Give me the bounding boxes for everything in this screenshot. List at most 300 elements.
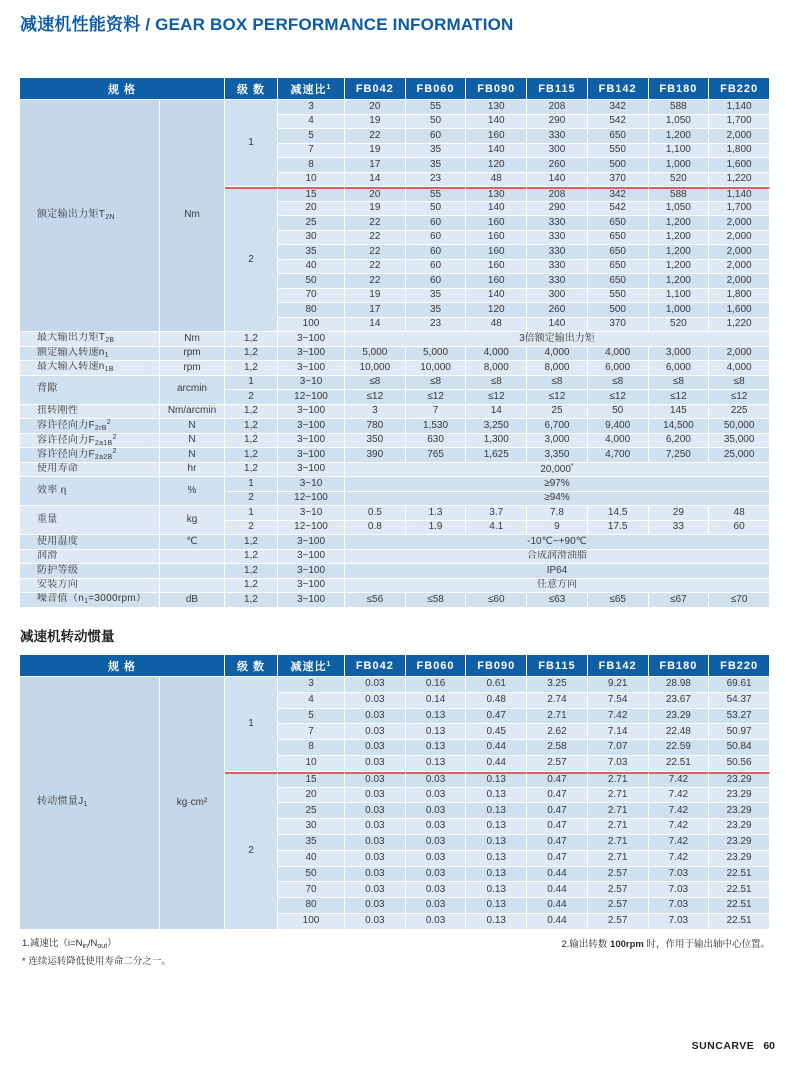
value-cell: 0.03 bbox=[406, 819, 467, 835]
value-cell: 8,000 bbox=[527, 361, 588, 376]
table-row bbox=[20, 677, 770, 693]
value-cell: 1,300 bbox=[466, 434, 527, 449]
value-cell: 0.03 bbox=[345, 803, 406, 819]
value-cell: 7.42 bbox=[649, 835, 710, 851]
value-cell: 22 bbox=[345, 216, 406, 231]
value-cell: 650 bbox=[588, 129, 649, 144]
ratio-cell: 3~100 bbox=[278, 564, 345, 579]
header-model-fb060: FB060 bbox=[406, 78, 467, 100]
value-cell: 0.13 bbox=[466, 898, 527, 914]
value-cell: 0.13 bbox=[466, 882, 527, 898]
value-cell: 2.57 bbox=[588, 914, 649, 930]
row-unit: Nm bbox=[160, 332, 225, 347]
value-cell: 5,000 bbox=[345, 347, 406, 362]
value-cell: 7.14 bbox=[588, 724, 649, 740]
value-cell: 22 bbox=[345, 231, 406, 246]
ratio-cell: 50 bbox=[278, 867, 345, 883]
value-cell: 0.03 bbox=[345, 882, 406, 898]
value-cell: 330 bbox=[527, 129, 588, 144]
header-model-fb115: FB115 bbox=[527, 78, 588, 100]
value-cell: 160 bbox=[466, 231, 527, 246]
table-row bbox=[20, 347, 770, 362]
value-cell: 2,000 bbox=[709, 129, 770, 144]
value-cell: 0.61 bbox=[466, 677, 527, 693]
value-cell: 1.9 bbox=[406, 521, 467, 536]
row-label: 重量 bbox=[20, 506, 160, 535]
ratio-cell: 35 bbox=[278, 835, 345, 851]
header-model-fb090: FB090 bbox=[466, 655, 527, 677]
value-cell: 0.03 bbox=[345, 914, 406, 930]
ratio-cell: 8 bbox=[278, 158, 345, 173]
value-cell: 0.45 bbox=[466, 724, 527, 740]
value-cell: 290 bbox=[527, 202, 588, 217]
stage-cell: 1,2 bbox=[225, 550, 278, 565]
value-cell: 23.29 bbox=[709, 788, 770, 804]
ratio-cell: 3~100 bbox=[278, 405, 345, 420]
value-cell: 0.03 bbox=[406, 772, 467, 788]
value-cell: 0.03 bbox=[345, 724, 406, 740]
stage-cell: 1,2 bbox=[225, 332, 278, 347]
value-cell: 1,200 bbox=[649, 274, 710, 289]
value-cell: 6,000 bbox=[649, 361, 710, 376]
value-cell: 2.57 bbox=[588, 867, 649, 883]
value-cell: 1,200 bbox=[649, 245, 710, 260]
value-cell: 0.13 bbox=[406, 756, 467, 772]
value-cell: 6,000 bbox=[588, 361, 649, 376]
row-label: 额定输入转速$n_1$ bbox=[20, 347, 160, 362]
table-row bbox=[20, 100, 770, 115]
value-cell: 0.03 bbox=[406, 835, 467, 851]
row-label: 容许径向力$F_{2a2B}^2$ bbox=[20, 448, 160, 463]
value-cell: 2.71 bbox=[527, 709, 588, 725]
table-row bbox=[20, 332, 770, 347]
value-cell: 120 bbox=[466, 158, 527, 173]
value-cell: 290 bbox=[527, 115, 588, 130]
value-cell: 60 bbox=[406, 216, 467, 231]
page-title: 减速机性能资料 / GEAR BOX PERFORMANCE INFORMATION bbox=[20, 15, 514, 34]
value-cell: 50.56 bbox=[709, 756, 770, 772]
value-cell: 0.44 bbox=[527, 867, 588, 883]
value-cell: 1,000 bbox=[649, 158, 710, 173]
value-cell: 260 bbox=[527, 158, 588, 173]
stage-cell: 1,2 bbox=[225, 564, 278, 579]
value-cell: 0.03 bbox=[345, 756, 406, 772]
header-model-fb220: FB220 bbox=[709, 78, 770, 100]
ratio-cell: 5 bbox=[278, 709, 345, 725]
value-cell: 650 bbox=[588, 260, 649, 275]
table-row bbox=[20, 593, 770, 608]
value-cell: 7.42 bbox=[649, 819, 710, 835]
value-cell: 0.47 bbox=[527, 803, 588, 819]
value-cell: 2,000 bbox=[709, 274, 770, 289]
stage-cell: 1,2 bbox=[225, 448, 278, 463]
ratio-cell: 3~100 bbox=[278, 332, 345, 347]
stage-cell: 1,2 bbox=[225, 405, 278, 420]
value-cell: 22.51 bbox=[709, 898, 770, 914]
value-cell: 0.03 bbox=[406, 882, 467, 898]
value-cell: 3,350 bbox=[527, 448, 588, 463]
value-cell: 23.29 bbox=[709, 772, 770, 788]
value-cell: 0.03 bbox=[345, 709, 406, 725]
span-value-cell: -10℃~+90℃ bbox=[345, 535, 770, 550]
value-cell: 4,000 bbox=[588, 347, 649, 362]
value-cell: ≤56 bbox=[345, 593, 406, 608]
value-cell: 2.71 bbox=[588, 772, 649, 788]
value-cell: 22.51 bbox=[709, 914, 770, 930]
value-cell: 1,700 bbox=[709, 202, 770, 217]
value-cell: ≤12 bbox=[649, 390, 710, 405]
value-cell: 50 bbox=[406, 115, 467, 130]
value-cell: 2,000 bbox=[709, 347, 770, 362]
value-cell: 4.1 bbox=[466, 521, 527, 536]
stage-cell: 1,2 bbox=[225, 347, 278, 362]
value-cell: 0.03 bbox=[345, 788, 406, 804]
value-cell: 48 bbox=[466, 318, 527, 333]
value-cell: 0.13 bbox=[406, 709, 467, 725]
value-cell: 140 bbox=[466, 144, 527, 159]
table-row bbox=[20, 477, 770, 492]
row-label: 使用温度 bbox=[20, 535, 160, 550]
value-cell: 1,200 bbox=[649, 231, 710, 246]
value-cell: 0.44 bbox=[466, 740, 527, 756]
value-cell: 1,625 bbox=[466, 448, 527, 463]
ratio-cell: 35 bbox=[278, 245, 345, 260]
value-cell: 53.27 bbox=[709, 709, 770, 725]
value-cell: 0.03 bbox=[406, 914, 467, 930]
row-label: 噪音值$(n_1=3000rpm)$ bbox=[20, 593, 160, 608]
header-model-fb142: FB142 bbox=[588, 78, 649, 100]
ratio-cell: 40 bbox=[278, 851, 345, 867]
stage-cell: 1,2 bbox=[225, 419, 278, 434]
value-cell: 14 bbox=[466, 405, 527, 420]
value-cell: 22.51 bbox=[709, 882, 770, 898]
stage-cell: 1,2 bbox=[225, 434, 278, 449]
value-cell: 0.16 bbox=[406, 677, 467, 693]
stage-cell: 1,2 bbox=[225, 361, 278, 376]
value-cell: 0.48 bbox=[466, 693, 527, 709]
value-cell: 2,000 bbox=[709, 231, 770, 246]
value-cell: 160 bbox=[466, 129, 527, 144]
header-model-fb042: FB042 bbox=[345, 78, 406, 100]
value-cell: 7.42 bbox=[649, 772, 710, 788]
value-cell: 2.71 bbox=[588, 835, 649, 851]
value-cell: 0.47 bbox=[527, 819, 588, 835]
value-cell: 330 bbox=[527, 231, 588, 246]
value-cell: 160 bbox=[466, 274, 527, 289]
value-cell: 0.13 bbox=[406, 740, 467, 756]
ratio-cell: 80 bbox=[278, 303, 345, 318]
ratio-cell: 70 bbox=[278, 882, 345, 898]
table-row bbox=[20, 376, 770, 391]
header-model-fb090: FB090 bbox=[466, 78, 527, 100]
value-cell: 23.29 bbox=[709, 819, 770, 835]
stage-cell: 1,2 bbox=[225, 463, 278, 478]
value-cell: 0.13 bbox=[466, 851, 527, 867]
stage-cell: 1 bbox=[225, 477, 278, 492]
value-cell: 0.44 bbox=[527, 914, 588, 930]
value-cell: 60 bbox=[406, 260, 467, 275]
value-cell: 29 bbox=[649, 506, 710, 521]
value-cell: 330 bbox=[527, 245, 588, 260]
value-cell: 2.57 bbox=[588, 882, 649, 898]
value-cell: 1,800 bbox=[709, 144, 770, 159]
value-cell: 22 bbox=[345, 274, 406, 289]
ratio-cell: 3~100 bbox=[278, 347, 345, 362]
ratio-cell: 3~100 bbox=[278, 448, 345, 463]
value-cell: 22 bbox=[345, 245, 406, 260]
value-cell: 55 bbox=[406, 187, 467, 202]
value-cell: 0.13 bbox=[466, 772, 527, 788]
value-cell: 0.47 bbox=[527, 788, 588, 804]
value-cell: ≤60 bbox=[466, 593, 527, 608]
value-cell: 60 bbox=[406, 231, 467, 246]
value-cell: 35,000 bbox=[709, 434, 770, 449]
value-cell: 330 bbox=[527, 216, 588, 231]
ratio-cell: 12~100 bbox=[278, 521, 345, 536]
row-unit: kg bbox=[160, 506, 225, 535]
value-cell: 370 bbox=[588, 173, 649, 188]
value-cell: 3,250 bbox=[466, 419, 527, 434]
footnote-output-speed: 2.输出转数 100rpm 时，作用于输出轴中心位置。 bbox=[561, 939, 770, 950]
value-cell: 650 bbox=[588, 216, 649, 231]
table-row bbox=[20, 463, 770, 478]
value-cell: 2.57 bbox=[527, 756, 588, 772]
value-cell: 7.03 bbox=[649, 914, 710, 930]
value-cell: ≤8 bbox=[345, 376, 406, 391]
value-cell: 0.03 bbox=[345, 867, 406, 883]
value-cell: 0.13 bbox=[466, 914, 527, 930]
value-cell: 330 bbox=[527, 274, 588, 289]
value-cell: ≤12 bbox=[466, 390, 527, 405]
value-cell: 160 bbox=[466, 245, 527, 260]
value-cell: 9.21 bbox=[588, 677, 649, 693]
value-cell: 2.71 bbox=[588, 819, 649, 835]
value-cell: 50 bbox=[588, 405, 649, 420]
ratio-cell: 3 bbox=[278, 100, 345, 115]
row-unit: % bbox=[160, 477, 225, 506]
stage-cell: 2 bbox=[225, 521, 278, 536]
stage-cell: 2 bbox=[225, 187, 278, 332]
span-value-cell: IP64 bbox=[345, 564, 770, 579]
row-unit: N bbox=[160, 419, 225, 434]
value-cell: 160 bbox=[466, 216, 527, 231]
ratio-cell: 3 bbox=[278, 677, 345, 693]
value-cell: 0.03 bbox=[406, 867, 467, 883]
value-cell: ≤70 bbox=[709, 593, 770, 608]
value-cell: 0.03 bbox=[345, 898, 406, 914]
ratio-cell: 3~100 bbox=[278, 361, 345, 376]
value-cell: 1,200 bbox=[649, 129, 710, 144]
value-cell: 35 bbox=[406, 289, 467, 304]
value-cell: 0.13 bbox=[466, 867, 527, 883]
row-unit: N bbox=[160, 448, 225, 463]
value-cell: 4,700 bbox=[588, 448, 649, 463]
value-cell: 0.5 bbox=[345, 506, 406, 521]
span-value-cell: 20,000* bbox=[345, 463, 770, 478]
value-cell: 14 bbox=[345, 173, 406, 188]
span-value-cell: ≥94% bbox=[345, 492, 770, 507]
value-cell: 140 bbox=[527, 318, 588, 333]
value-cell: 1,140 bbox=[709, 100, 770, 115]
value-cell: 588 bbox=[649, 187, 710, 202]
value-cell: 3.25 bbox=[527, 677, 588, 693]
stage-cell: 1,2 bbox=[225, 535, 278, 550]
value-cell: 2.62 bbox=[527, 724, 588, 740]
value-cell: 0.44 bbox=[527, 882, 588, 898]
value-cell: 60 bbox=[406, 245, 467, 260]
row-label: 最大输出力矩$T_{2B}$ bbox=[20, 332, 160, 347]
value-cell: 7,250 bbox=[649, 448, 710, 463]
value-cell: 3,000 bbox=[649, 347, 710, 362]
value-cell: 3,000 bbox=[527, 434, 588, 449]
ratio-cell: 70 bbox=[278, 289, 345, 304]
value-cell: 48 bbox=[466, 173, 527, 188]
row-unit: Nm bbox=[160, 100, 225, 332]
span-value-cell: 合成润滑油脂 bbox=[345, 550, 770, 565]
value-cell: 20 bbox=[345, 187, 406, 202]
value-cell: 4,000 bbox=[466, 347, 527, 362]
value-cell: 1,100 bbox=[649, 144, 710, 159]
value-cell: 22.59 bbox=[649, 740, 710, 756]
value-cell: 1,200 bbox=[649, 260, 710, 275]
value-cell: 50,000 bbox=[709, 419, 770, 434]
value-cell: 350 bbox=[345, 434, 406, 449]
value-cell: ≤8 bbox=[709, 376, 770, 391]
row-unit bbox=[160, 550, 225, 565]
value-cell: 780 bbox=[345, 419, 406, 434]
value-cell: 6,700 bbox=[527, 419, 588, 434]
header-model-fb180: FB180 bbox=[649, 78, 710, 100]
row-unit: N bbox=[160, 434, 225, 449]
value-cell: 0.47 bbox=[527, 772, 588, 788]
header-model-fb042: FB042 bbox=[345, 655, 406, 677]
value-cell: ≤8 bbox=[527, 376, 588, 391]
value-cell: 0.03 bbox=[406, 851, 467, 867]
ratio-cell: 100 bbox=[278, 318, 345, 333]
ratio-cell: 12~100 bbox=[278, 492, 345, 507]
value-cell: 9 bbox=[527, 521, 588, 536]
value-cell: 0.44 bbox=[466, 756, 527, 772]
table-row bbox=[20, 579, 770, 594]
stage-cell: 1 bbox=[225, 100, 278, 187]
row-unit: hr bbox=[160, 463, 225, 478]
value-cell: 0.03 bbox=[345, 677, 406, 693]
value-cell: 22 bbox=[345, 129, 406, 144]
value-cell: ≤58 bbox=[406, 593, 467, 608]
value-cell: 0.13 bbox=[466, 835, 527, 851]
value-cell: 1,530 bbox=[406, 419, 467, 434]
span-value-cell: 任意方向 bbox=[345, 579, 770, 594]
value-cell: 3 bbox=[345, 405, 406, 420]
value-cell: 1,050 bbox=[649, 115, 710, 130]
value-cell: 17.5 bbox=[588, 521, 649, 536]
ratio-cell: 40 bbox=[278, 260, 345, 275]
value-cell: 520 bbox=[649, 318, 710, 333]
row-label: 容许径向力$F_{2rB}^2$ bbox=[20, 419, 160, 434]
header-model-fb180: FB180 bbox=[649, 655, 710, 677]
value-cell: 342 bbox=[588, 100, 649, 115]
ratio-cell: 8 bbox=[278, 740, 345, 756]
value-cell: 650 bbox=[588, 245, 649, 260]
ratio-cell: 4 bbox=[278, 693, 345, 709]
value-cell: 140 bbox=[527, 173, 588, 188]
value-cell: 22.51 bbox=[649, 756, 710, 772]
value-cell: 1,200 bbox=[649, 216, 710, 231]
value-cell: 500 bbox=[588, 158, 649, 173]
value-cell: ≤12 bbox=[406, 390, 467, 405]
value-cell: 542 bbox=[588, 202, 649, 217]
value-cell: 0.44 bbox=[527, 898, 588, 914]
value-cell: 2.57 bbox=[588, 898, 649, 914]
value-cell: 130 bbox=[466, 100, 527, 115]
ratio-cell: 3~100 bbox=[278, 593, 345, 608]
value-cell: 60 bbox=[406, 129, 467, 144]
table-row bbox=[20, 506, 770, 521]
table-row bbox=[20, 448, 770, 463]
value-cell: 550 bbox=[588, 289, 649, 304]
value-cell: 35 bbox=[406, 303, 467, 318]
stage-cell: 1 bbox=[225, 506, 278, 521]
row-label: 安装方向 bbox=[20, 579, 160, 594]
value-cell: 7 bbox=[406, 405, 467, 420]
header-model-fb142: FB142 bbox=[588, 655, 649, 677]
ratio-cell: 3~100 bbox=[278, 463, 345, 478]
value-cell: 23.29 bbox=[709, 835, 770, 851]
row-unit: dB bbox=[160, 593, 225, 608]
value-cell: ≤67 bbox=[649, 593, 710, 608]
value-cell: 390 bbox=[345, 448, 406, 463]
row-label: 效率 η bbox=[20, 477, 160, 506]
value-cell: 7.54 bbox=[588, 693, 649, 709]
value-cell: 0.13 bbox=[406, 724, 467, 740]
value-cell: 1,000 bbox=[649, 303, 710, 318]
ratio-cell: 15 bbox=[278, 187, 345, 202]
value-cell: 1.3 bbox=[406, 506, 467, 521]
value-cell: 130 bbox=[466, 187, 527, 202]
value-cell: 370 bbox=[588, 318, 649, 333]
stage-cell: 1,2 bbox=[225, 579, 278, 594]
row-label: 防护等级 bbox=[20, 564, 160, 579]
value-cell: 19 bbox=[345, 289, 406, 304]
value-cell: 55 bbox=[406, 100, 467, 115]
ratio-cell: 20 bbox=[278, 788, 345, 804]
value-cell: ≤8 bbox=[406, 376, 467, 391]
span-value-cell: ≥97% bbox=[345, 477, 770, 492]
header-stages: 级 数 bbox=[225, 655, 278, 677]
value-cell: 500 bbox=[588, 303, 649, 318]
value-cell: 7.03 bbox=[588, 756, 649, 772]
row-label: 扭转刚性 bbox=[20, 405, 160, 420]
value-cell: ≤12 bbox=[709, 390, 770, 405]
value-cell: 54.37 bbox=[709, 693, 770, 709]
value-cell: 260 bbox=[527, 303, 588, 318]
value-cell: 0.03 bbox=[406, 803, 467, 819]
row-label: 容许径向力$F_{2a1B}^2$ bbox=[20, 434, 160, 449]
value-cell: 208 bbox=[527, 100, 588, 115]
value-cell: 650 bbox=[588, 231, 649, 246]
value-cell: 550 bbox=[588, 144, 649, 159]
ratio-cell: 3~100 bbox=[278, 434, 345, 449]
span-value-cell: 3倍额定输出力矩 bbox=[345, 332, 770, 347]
stage-cell: 2 bbox=[225, 492, 278, 507]
row-unit: Nm/arcmin bbox=[160, 405, 225, 420]
stage-cell: 2 bbox=[225, 772, 278, 930]
header-ratio: 减速比$^1$ bbox=[278, 78, 345, 100]
value-cell: 14.5 bbox=[588, 506, 649, 521]
value-cell: 23.67 bbox=[649, 693, 710, 709]
value-cell: 2.71 bbox=[588, 803, 649, 819]
brand-name: SUNCARVE bbox=[691, 1040, 755, 1052]
